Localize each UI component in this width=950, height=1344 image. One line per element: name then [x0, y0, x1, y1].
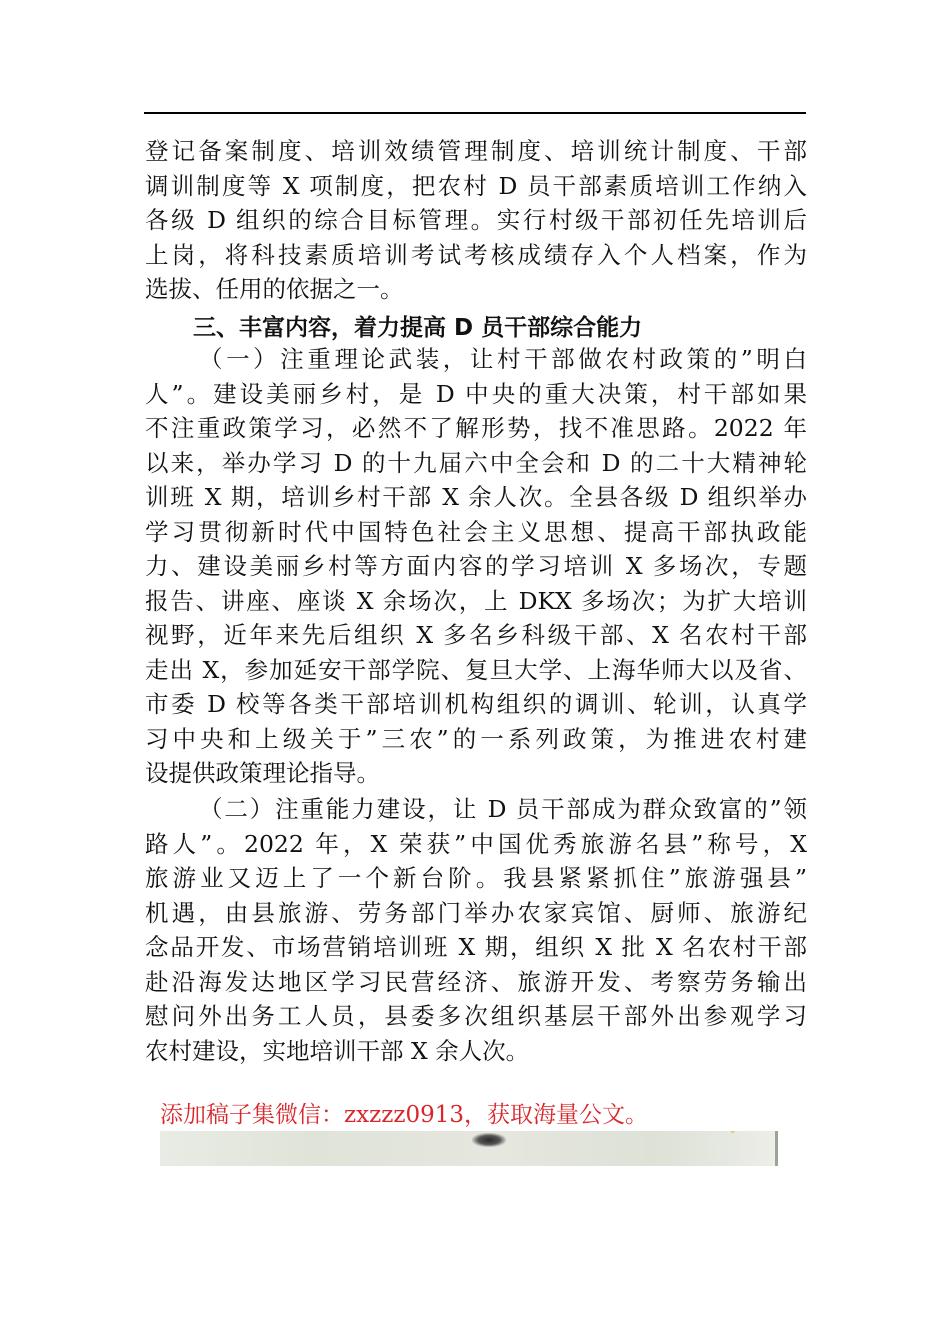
text-line: 市委 D 校等各类干部培训机构组织的调训、轮训，认真学	[145, 690, 807, 718]
text-line: 视野，近年来先后组织 X 多名乡科级干部、X 名农村干部	[145, 621, 807, 649]
text-line: 机遇，由县旅游、劳务部门举办农家宾馆、厨师、旅游纪	[145, 898, 807, 927]
banner-image	[160, 1131, 778, 1166]
text-line: 报告、讲座、座谈 X 余场次，上 DKX 多场次；为扩大培训	[145, 586, 807, 615]
text-line: 路人”。2022 年，X 荣获”中国优秀旅游名县”称号，X	[145, 829, 807, 858]
text-line: （二）注重能力建设，让 D 员干部成为群众致富的”领	[199, 795, 807, 823]
text-line: 设提供政策理论指导。	[145, 759, 380, 787]
banner-edge	[775, 1131, 778, 1166]
promo-text: 添加稿子集微信：zxzzz0913，获取海量公文。	[160, 1102, 648, 1128]
text-line: 人”。建设美丽乡村，是 D 中央的重大决策，村干部如果	[145, 379, 807, 408]
text-line: （一）注重理论武装，让村干部做农村政策的”明白	[199, 345, 807, 373]
text-line: 赴沿海发达地区学习民营经济、旅游开发、考察劳务输出	[145, 967, 807, 996]
gold-curve-decoration	[720, 1131, 778, 1166]
text-line: 旅游业又迈上了一个新台阶。我县紧紧抓住”旅游强县”	[145, 864, 807, 892]
header-rule	[144, 112, 806, 114]
ink-blot-decoration	[472, 1133, 506, 1147]
section-heading: 三、丰富内容，着力提高 D 员干部综合能力	[193, 315, 643, 341]
text-line: 农村建设，实地培训干部 X 余人次。	[145, 1036, 530, 1065]
text-line: 习中央和上级关于”三农”的一系列政策，为推进农村建	[145, 724, 807, 753]
text-line: 力、建设美丽乡村等方面内容的学习培训 X 多场次，专题	[145, 552, 807, 580]
paragraph-2	[145, 342, 807, 791]
text-line: 上岗，将科技素质培训考试考核成绩存入个人档案，作为	[145, 240, 807, 269]
text-line: 走出 X，参加延安干部学院、复旦大学、上海华师大以及省、	[145, 655, 807, 684]
text-line: 训班 X 期，培训乡村干部 X 余人次。全县各级 D 组织举办	[145, 483, 807, 511]
text-line: 不注重政策学习，必然不了解形势，找不准思路。2022 年	[145, 414, 807, 442]
text-line: 各级 D 组织的综合目标管理。实行村级干部初任先培训后	[145, 206, 807, 234]
text-line: 慰问外出务工人员，县委多次组织基层干部外出参观学习	[145, 1002, 807, 1030]
text-line: 学习贯彻新时代中国特色社会主义思想、提高干部执政能	[145, 517, 807, 546]
text-line: 念品开发、市场营销培训班 X 期，组织 X 批 X 名农村干部	[145, 933, 807, 961]
text-line: 以来，举办学习 D 的十九届六中全会和 D 的二十大精神轮	[145, 448, 807, 477]
paragraph-1	[145, 134, 807, 307]
text-line: 登记备案制度、培训效绩管理制度、培训统计制度、干部	[145, 137, 807, 165]
paragraph-3	[145, 792, 807, 1068]
text-line: 调训制度等 X 项制度，把农村 D 员干部素质培训工作纳入	[145, 171, 807, 200]
text-line: 选拔、任用的依据之一。	[145, 275, 404, 303]
